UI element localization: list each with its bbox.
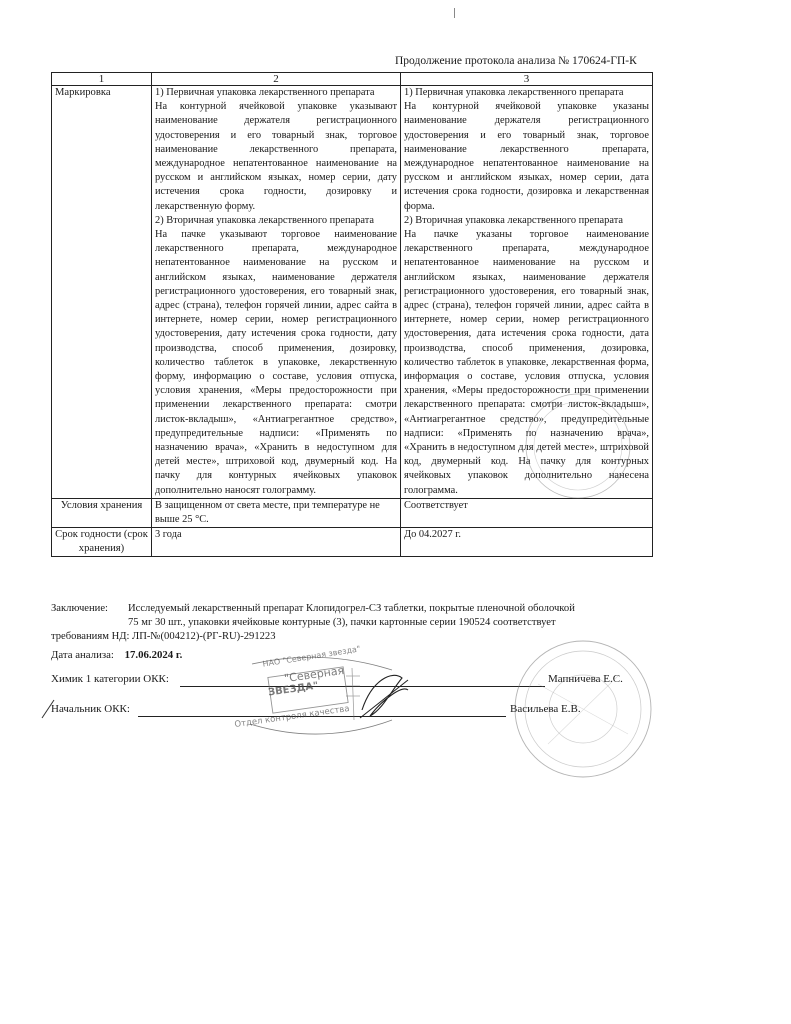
column-number: 2: [152, 73, 401, 86]
spec-paragraph: 1) Первичная упаковка лекарственного препарата: [155, 87, 375, 98]
spec-paragraph: 2) Вторичная упаковка лекарственного препарата: [155, 214, 374, 226]
margin-mark-icon: [40, 696, 60, 722]
column-number-row: [52, 73, 653, 86]
conclusion-label: Заключение:: [51, 603, 108, 614]
result-paragraph: На контурной ячейковой упаковке указаны наименование держателя регистрационного удостоверения и его товарный знак, торговое наименование лекарственного препарата, международное непатентованное наименование на русском и английском языках, номер серии, дата истечения срока годности, дозировка и лекарственная форма.: [404, 101, 649, 212]
row-label: Маркировка: [52, 86, 152, 499]
signature-role: Начальник ОКК:: [51, 703, 130, 715]
stamp-text: "Северная: [283, 663, 345, 686]
conclusion-line: 75 мг 30 шт., упаковки ячейковые контурные (3), пачки картонные серии 190524 соответствует: [128, 617, 556, 628]
analysis-date-label: Дата анализа:: [51, 649, 114, 661]
column-number: 3: [401, 73, 653, 86]
stamp-text: НАО "Северная звезда": [261, 644, 362, 669]
spec-paragraph: На контурной ячейковой упаковке указывают наименование держателя регистрационного удостоверения и его товарный знак, торговое наименование лекарственного препарата, международное непатентованное наименование на русском и английском языках, номер серии, дату истечения срока годности, дозировку и лекарственную форму.: [155, 101, 397, 212]
row-label: Срок годности (срок хранения): [52, 528, 152, 557]
result-paragraph: На пачке указаны торговое наименование лекарственного препарата, международное непатентованное наименование на русском и английском языках, наименование держателя регистрационного удостоверения, его товарный знак, адрес (страна), телефон горячей линии, адрес сайта в интернете, номер серии, номер регистрационного удостоверения, дата истечения срока годности, дата производства, способ применения, дозировка, количество таблеток в упаковке, лекарственная форма, информация о составе, условия отпуска, условия хранения, «Меры предосторожности при применении лекарственного препарата: смотри листок-вкладыш», «Антиагрегантное средство», предупредительные надписи: «Применять по назначению врача», «Хранить в недоступном для детей месте», штриховой код, двумерный код. На пачку для контурных ячейковых упаковок дополнительно нанесена голограмма.: [404, 229, 649, 496]
column-number: 1: [52, 73, 152, 86]
signature-name: Васильева Е.В.: [510, 703, 581, 715]
scan-artifact: [454, 8, 455, 18]
conclusion-line: Исследуемый лекарственный препарат Клопидогрел-СЗ таблетки, покрытые пленочной оболочкой: [128, 603, 575, 614]
result-paragraph: 1) Первичная упаковка лекарственного препарата: [404, 87, 624, 98]
analysis-date-row: [51, 649, 182, 661]
stamp-text: Отдел контроля качества: [233, 703, 351, 731]
result-paragraph: 2) Вторичная упаковка лекарственного препарата: [404, 214, 623, 226]
conclusion-line: требованиям НД: ЛП-№(004212)-(РГ-RU)-291223: [51, 631, 276, 642]
result-cell: До 04.2027 г.: [401, 528, 653, 557]
spec-cell: [152, 86, 401, 499]
protocol-header: Продолжение протокола анализа № 170624-ГП-К: [395, 55, 637, 67]
round-seal-icon: [478, 384, 658, 834]
spec-cell: 3 года: [152, 528, 401, 557]
spec-cell: В защищенном от света месте, при температуре не выше 25 °С.: [152, 498, 401, 527]
analysis-date-value: 17.06.2024 г.: [124, 649, 183, 661]
row-label: Условия хранения: [52, 498, 152, 527]
signature-name: Мапничева Е.С.: [548, 673, 623, 685]
spec-paragraph: На пачке указывают торговое наименование лекарственного препарата, международное непатентованное наименование на русском и английском языках, наименование держателя регистрационного удостоверения, его товарный знак, адрес (страна), телефон горячей линии, адрес сайта в интернете, номер серии, номер регистрационного удостоверения, дату истечения срока годности, дату производства, способ применения, дозировку, количество таблеток в упаковке, лекарственную форму, информацию о составе, условия отпуска, условия хранения, «Меры предосторожности при применении лекарственного препарата: смотри листок-вкладыш», «Антиагрегантное средство», предупредительные надписи: «Применять по назначению врача», «Хранить в недоступном для детей месте», штриховой код, двумерный код. На пачку для контурных ячейковых упаковок дополнительно наносят голограмму.: [155, 229, 397, 496]
signature-role: Химик 1 категории ОКК:: [51, 673, 169, 685]
result-cell: Соответствует: [401, 498, 653, 527]
stamp-text: ЗВЕЗДА": [267, 680, 320, 699]
